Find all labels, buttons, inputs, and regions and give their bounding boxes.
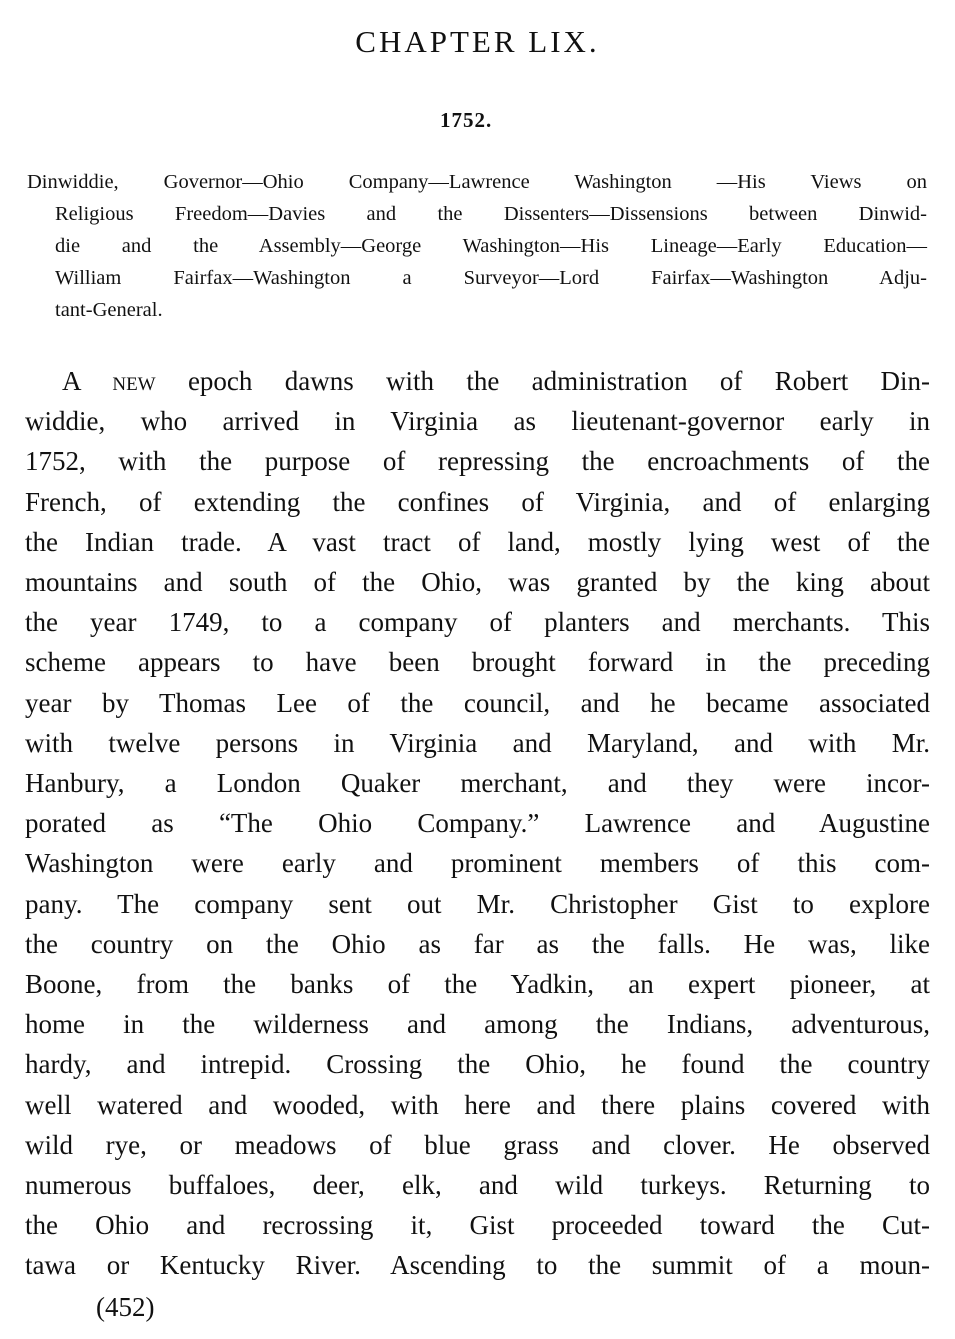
summary-line: Dinwiddie, Governor—Ohio Company—Lawrence Washington —His Views on	[27, 171, 927, 193]
body-line: home in the wilderness and among the Indians, adventurous,	[25, 1009, 930, 1040]
first-word: A	[62, 366, 81, 396]
summary-line: Religious Freedom—Davies and the Dissenters—Dissensions between Dinwid-	[55, 203, 927, 225]
chapter-title: CHAPTER LIX.	[355, 24, 600, 59]
body-line	[25, 361, 930, 401]
body-line: porated as “The Ohio Company.” Lawrence and Augustine	[25, 808, 930, 839]
body-line: Hanbury, a London Quaker merchant, and they were incor-	[25, 768, 930, 799]
body-line: pany. The company sent out Mr. Christopher Gist to explore	[25, 888, 930, 919]
summary-line: tant-General.	[55, 299, 163, 321]
body-line: well watered and wooded, with here and there plains covered with	[25, 1089, 930, 1120]
body-line: with twelve persons in Virginia and Maryland, and with Mr.	[25, 727, 930, 758]
body-line: Washington were early and prominent members of this com-	[25, 848, 930, 879]
body-line: Boone, from the banks of the Yadkin, an expert pioneer, at	[25, 969, 930, 1000]
body-line: the year 1749, to a company of planters and merchants. This	[25, 607, 930, 638]
body-text	[25, 361, 930, 1286]
body-line: wild rye, or meadows of blue grass and clover. He observed	[25, 1129, 930, 1160]
body-line: the country on the Ohio as far as the falls. He was, like	[25, 928, 930, 959]
body-line: numerous buffaloes, deer, elk, and wild turkeys. Returning to	[25, 1170, 930, 1201]
body-line: hardy, and intrepid. Crossing the Ohio, he found the country	[25, 1049, 930, 1080]
body-line: tawa or Kentucky River. Ascending to the summit of a moun-	[25, 1250, 930, 1281]
first-line-rest: epoch dawns with the administration of Robert Din-	[187, 366, 930, 396]
body-line: the Indian trade. A vast tract of land, mostly lying west of the	[25, 526, 930, 557]
summary-line: William Fairfax—Washington a Surveyor—Lord Fairfax—Washington Adju-	[55, 267, 927, 289]
small-caps-word: new	[112, 366, 156, 396]
body-line: the Ohio and recrossing it, Gist proceeded toward the Cut-	[25, 1210, 930, 1241]
body-line: 1752, with the purpose of repressing the encroachments of the	[25, 446, 930, 477]
body-line: widdie, who arrived in Virginia as lieutenant-governor early in	[25, 406, 930, 437]
chapter-summary	[27, 166, 927, 326]
summary-line: die and the Assembly—George Washington—His Lineage—Early Education—	[55, 235, 927, 257]
body-line: scheme appears to have been brought forward in the preceding	[25, 647, 930, 678]
body-line: mountains and south of the Ohio, was granted by the king about	[25, 567, 930, 598]
page-number: (452)	[96, 1292, 155, 1322]
body-line: year by Thomas Lee of the council, and he became associated	[25, 687, 930, 718]
chapter-year: 1752.	[440, 108, 493, 132]
body-line: French, of extending the confines of Virginia, and of enlarging	[25, 486, 930, 517]
